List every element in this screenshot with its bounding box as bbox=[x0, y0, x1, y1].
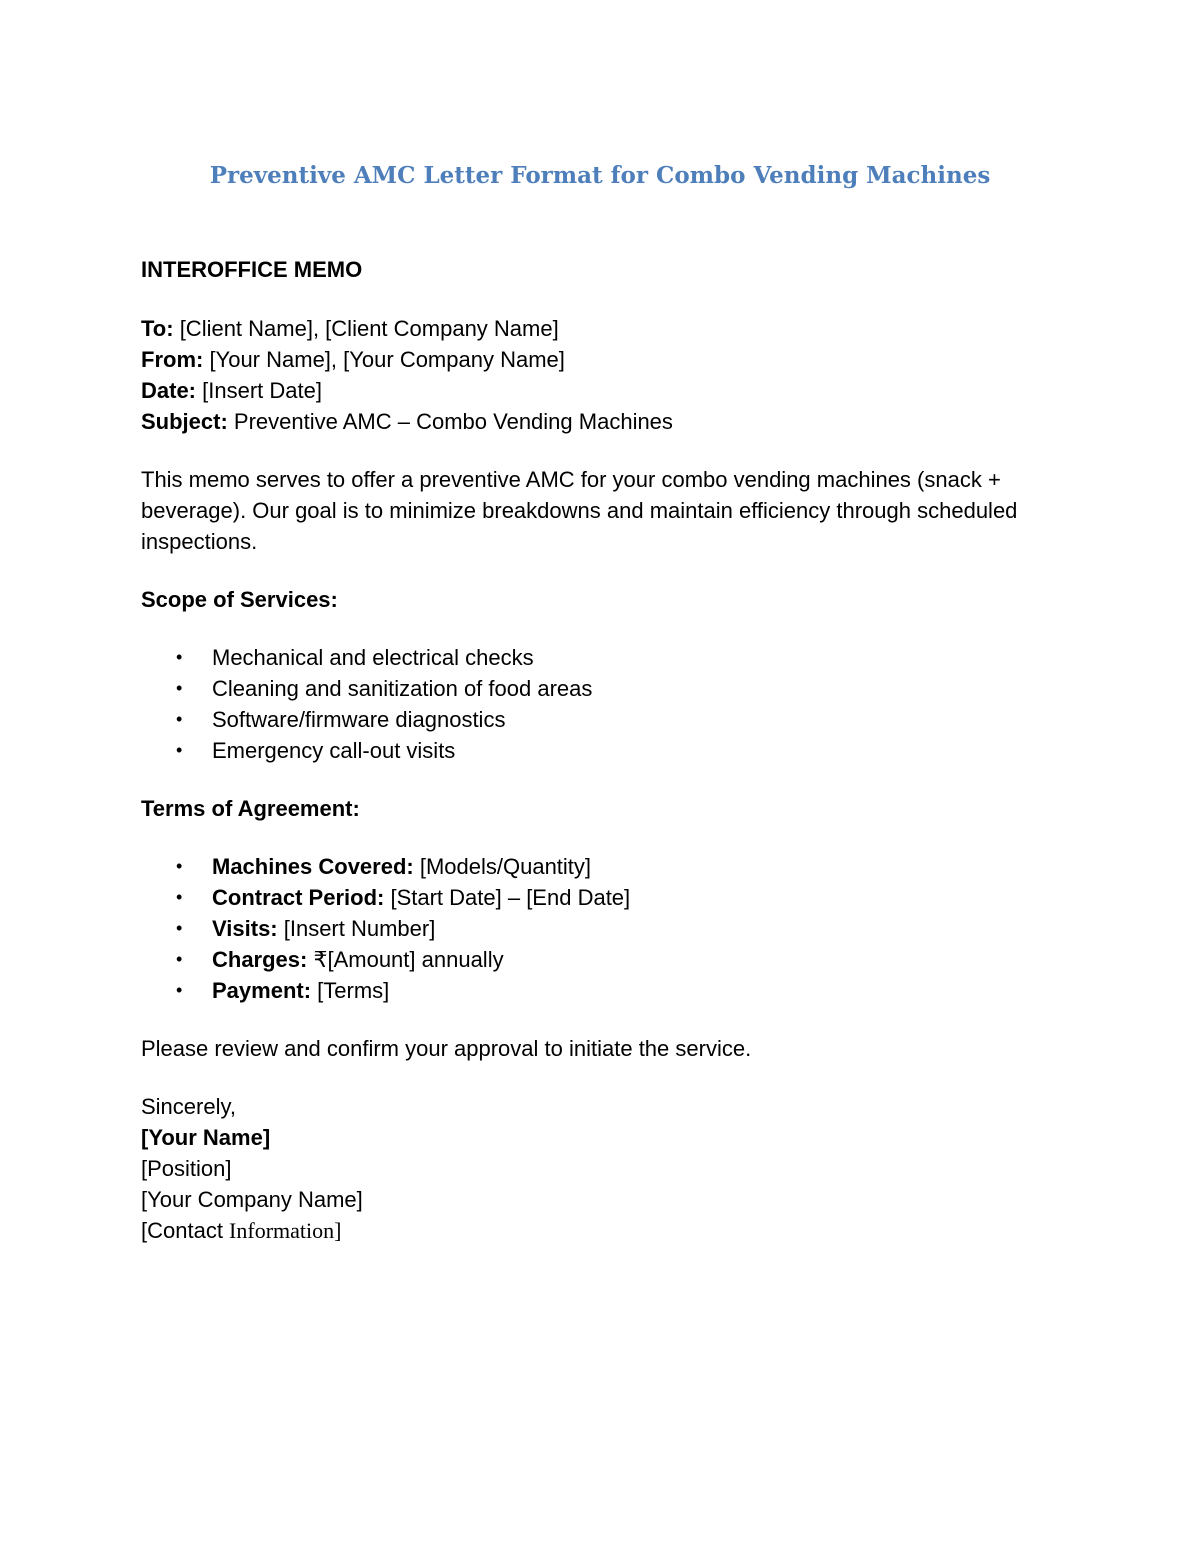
contact-suffix: Information] bbox=[229, 1218, 342, 1243]
term-value: [Models/Quantity] bbox=[413, 854, 592, 879]
memo-heading: INTEROFFICE MEMO bbox=[141, 257, 363, 282]
term-value: ₹[Amount] annually bbox=[307, 947, 504, 972]
scope-item-text: Mechanical and electrical checks bbox=[212, 645, 534, 670]
document-title: Preventive AMC Letter Format for Combo Vending Machines bbox=[209, 162, 991, 189]
term-value: [Terms] bbox=[311, 978, 390, 1003]
bullet-icon: • bbox=[176, 647, 183, 667]
contact-prefix: [Contact bbox=[141, 1218, 230, 1243]
scope-heading: Scope of Services: bbox=[141, 587, 338, 612]
list-item bbox=[141, 944, 1071, 975]
signature-contact bbox=[141, 1215, 1071, 1246]
to-label: To: bbox=[141, 316, 174, 341]
from-line bbox=[141, 344, 1071, 375]
memo-body bbox=[141, 254, 1071, 1246]
date-label: Date: bbox=[141, 378, 197, 403]
scope-list bbox=[141, 642, 1071, 766]
term-label: Visits: bbox=[212, 916, 278, 941]
list-item bbox=[141, 673, 1071, 704]
memo-header bbox=[141, 313, 1071, 437]
subject-value: Preventive AMC – Combo Vending Machines bbox=[227, 409, 673, 434]
bullet-icon: • bbox=[176, 709, 183, 729]
scope-item-text: Emergency call-out visits bbox=[212, 738, 456, 763]
intro-paragraph: This memo serves to offer a preventive AMC for your combo vending machines (snack + beverage). Our goal is to minimize breakdowns and maintain efficiency through scheduled inspections. bbox=[141, 467, 1018, 554]
subject-line bbox=[141, 406, 1071, 437]
signature-block bbox=[141, 1091, 1071, 1246]
bullet-icon: • bbox=[176, 856, 183, 876]
date-line bbox=[141, 375, 1071, 406]
term-label: Contract Period: bbox=[212, 885, 385, 910]
subject-label: Subject: bbox=[141, 409, 228, 434]
scope-item-text: Software/firmware diagnostics bbox=[212, 707, 506, 732]
bullet-icon: • bbox=[176, 740, 183, 760]
list-item bbox=[141, 975, 1071, 1006]
bullet-icon: • bbox=[176, 678, 183, 698]
list-item bbox=[141, 882, 1071, 913]
list-item bbox=[141, 913, 1071, 944]
date-value: [Insert Date] bbox=[196, 378, 322, 403]
term-label: Payment: bbox=[212, 978, 312, 1003]
closing-paragraph: Please review and confirm your approval to initiate the service. bbox=[141, 1036, 752, 1061]
bullet-icon: • bbox=[176, 918, 183, 938]
signature-salutation: Sincerely, bbox=[141, 1094, 236, 1119]
terms-heading: Terms of Agreement: bbox=[141, 796, 360, 821]
signature-name: [Your Name] bbox=[141, 1125, 271, 1150]
list-item bbox=[141, 642, 1071, 673]
bullet-icon: • bbox=[176, 980, 183, 1000]
bullet-icon: • bbox=[176, 887, 183, 907]
list-item bbox=[141, 704, 1071, 735]
signature-position: [Position] bbox=[141, 1156, 232, 1181]
to-value: [Client Name], [Client Company Name] bbox=[173, 316, 559, 341]
from-value: [Your Name], [Your Company Name] bbox=[203, 347, 565, 372]
to-line bbox=[141, 313, 1071, 344]
terms-list bbox=[141, 851, 1071, 1006]
term-label: Charges: bbox=[212, 947, 308, 972]
signature-company: [Your Company Name] bbox=[141, 1187, 363, 1212]
list-item bbox=[141, 851, 1071, 882]
term-value: [Start Date] – [End Date] bbox=[384, 885, 631, 910]
term-value: [Insert Number] bbox=[277, 916, 436, 941]
bullet-icon: • bbox=[176, 949, 183, 969]
term-label: Machines Covered: bbox=[212, 854, 414, 879]
scope-item-text: Cleaning and sanitization of food areas bbox=[212, 676, 593, 701]
from-label: From: bbox=[141, 347, 204, 372]
list-item bbox=[141, 735, 1071, 766]
